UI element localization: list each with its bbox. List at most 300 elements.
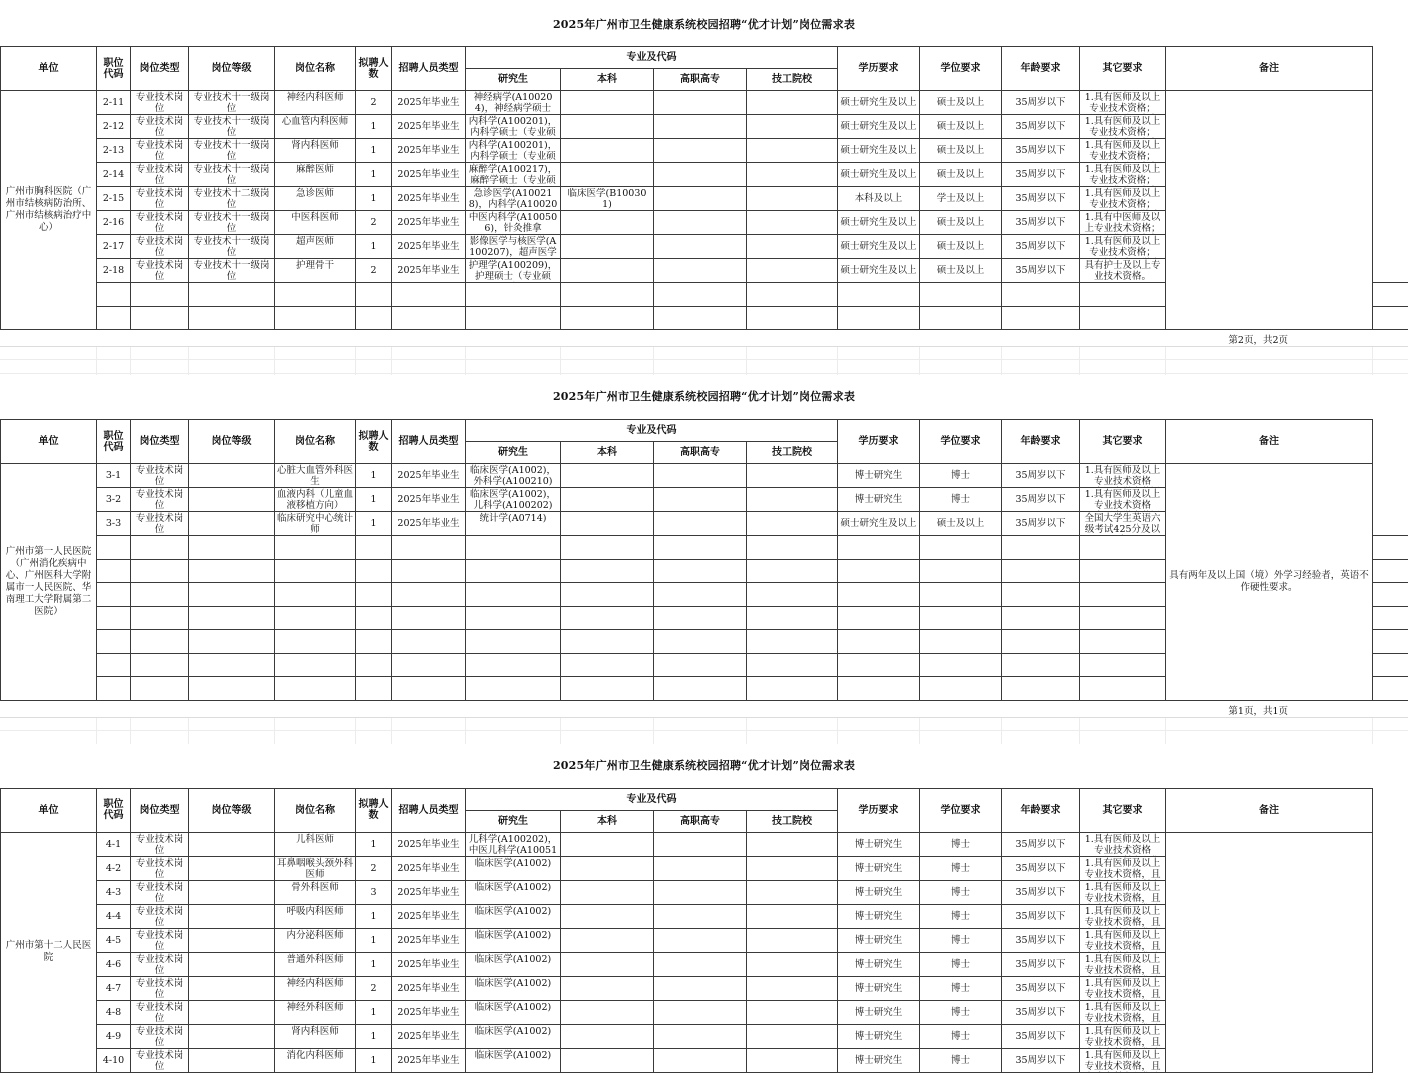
empty-cell[interactable] [561,306,654,330]
yjs-cell[interactable] [466,259,561,283]
unit-cell[interactable] [1,464,97,701]
type-cell[interactable] [131,464,189,488]
empty-cell[interactable] [356,559,392,583]
name-cell[interactable] [275,211,356,235]
deg-cell[interactable] [920,187,1002,211]
col-type-header[interactable]: 岗位类型 [131,788,189,832]
edu-cell[interactable] [838,488,920,512]
empty-cell[interactable] [920,653,1002,677]
col-count-header[interactable]: 拟聘人数 [356,47,392,91]
col-other-header[interactable]: 其它要求 [1080,47,1166,91]
level-cell[interactable] [189,139,275,163]
other-cell[interactable] [1080,1048,1166,1072]
type-cell[interactable] [131,1000,189,1024]
jg-cell[interactable] [747,211,838,235]
empty-cell[interactable] [392,306,466,330]
empty-cell[interactable] [920,677,1002,701]
empty-cell[interactable] [654,606,747,630]
ptype-cell[interactable] [392,1000,466,1024]
col-unit-header[interactable]: 单位 [1,420,97,464]
level-cell[interactable] [189,1048,275,1072]
empty-cell[interactable] [1080,283,1166,307]
deg-cell[interactable] [920,1000,1002,1024]
level-cell[interactable] [189,512,275,536]
deg-cell[interactable] [920,235,1002,259]
other-cell[interactable] [1080,856,1166,880]
col-level-header[interactable]: 岗位等级 [189,788,275,832]
count-cell[interactable] [356,259,392,283]
empty-cell[interactable] [97,306,131,330]
yjs-cell[interactable] [466,856,561,880]
jg-cell[interactable] [747,187,838,211]
empty-cell[interactable] [561,630,654,654]
col-edu-header[interactable]: 学历要求 [838,788,920,832]
edu-cell[interactable] [838,163,920,187]
col-count-header[interactable]: 拟聘人数 [356,788,392,832]
count-cell[interactable] [356,139,392,163]
jg-cell[interactable] [747,1000,838,1024]
gz-cell[interactable] [654,856,747,880]
gz-cell[interactable] [654,139,747,163]
deg-cell[interactable] [920,512,1002,536]
yjs-cell[interactable] [466,235,561,259]
count-cell[interactable] [356,235,392,259]
level-cell[interactable] [189,928,275,952]
level-cell[interactable] [189,464,275,488]
bk-cell[interactable] [561,856,654,880]
count-cell[interactable] [356,976,392,1000]
type-cell[interactable] [131,928,189,952]
yjs-cell[interactable] [466,115,561,139]
gz-cell[interactable] [654,512,747,536]
code-cell[interactable] [97,139,131,163]
empty-cell[interactable] [1002,306,1080,330]
col-yjs-header[interactable]: 研究生 [466,442,561,464]
type-cell[interactable] [131,512,189,536]
empty-cell[interactable] [189,606,275,630]
ptype-cell[interactable] [392,856,466,880]
count-cell[interactable] [356,1000,392,1024]
edu-cell[interactable] [838,187,920,211]
empty-cell[interactable] [392,283,466,307]
age-cell[interactable] [1002,1000,1080,1024]
edu-cell[interactable] [838,832,920,856]
empty-cell[interactable] [1373,653,1408,677]
type-cell[interactable] [131,187,189,211]
other-cell[interactable] [1080,235,1166,259]
empty-cell[interactable] [466,677,561,701]
ptype-cell[interactable] [392,187,466,211]
empty-cell[interactable] [189,283,275,307]
count-cell[interactable] [356,115,392,139]
type-cell[interactable] [131,115,189,139]
empty-cell[interactable] [1373,306,1408,330]
name-cell[interactable] [275,488,356,512]
empty-cell[interactable] [1080,677,1166,701]
empty-cell[interactable] [747,653,838,677]
count-cell[interactable] [356,187,392,211]
other-cell[interactable] [1080,976,1166,1000]
edu-cell[interactable] [838,1048,920,1072]
deg-cell[interactable] [920,856,1002,880]
empty-cell[interactable] [654,283,747,307]
level-cell[interactable] [189,211,275,235]
edu-cell[interactable] [838,91,920,115]
other-cell[interactable] [1080,259,1166,283]
empty-cell[interactable] [131,630,189,654]
remark-cell[interactable] [1166,832,1373,1072]
other-cell[interactable] [1080,163,1166,187]
code-cell[interactable] [97,928,131,952]
empty-cell[interactable] [131,283,189,307]
col-other-header[interactable]: 其它要求 [1080,420,1166,464]
empty-cell[interactable] [356,606,392,630]
other-cell[interactable] [1080,139,1166,163]
empty-cell[interactable] [654,677,747,701]
yjs-cell[interactable] [466,904,561,928]
ptype-cell[interactable] [392,512,466,536]
age-cell[interactable] [1002,91,1080,115]
name-cell[interactable] [275,928,356,952]
count-cell[interactable] [356,488,392,512]
empty-cell[interactable] [275,630,356,654]
ptype-cell[interactable] [392,952,466,976]
count-cell[interactable] [356,512,392,536]
type-cell[interactable] [131,880,189,904]
bk-cell[interactable] [561,115,654,139]
bk-cell[interactable] [561,832,654,856]
empty-cell[interactable] [466,536,561,560]
col-unit-header[interactable]: 单位 [1,47,97,91]
edu-cell[interactable] [838,1000,920,1024]
unit-cell[interactable] [1,832,97,1072]
level-cell[interactable] [189,976,275,1000]
yjs-cell[interactable] [466,880,561,904]
col-bk-header[interactable]: 本科 [561,442,654,464]
count-cell[interactable] [356,464,392,488]
empty-cell[interactable] [920,283,1002,307]
age-cell[interactable] [1002,187,1080,211]
col-gz-header[interactable]: 高职高专 [654,442,747,464]
jg-cell[interactable] [747,115,838,139]
jg-cell[interactable] [747,163,838,187]
jg-cell[interactable] [747,976,838,1000]
code-cell[interactable] [97,91,131,115]
level-cell[interactable] [189,187,275,211]
yjs-cell[interactable] [466,139,561,163]
type-cell[interactable] [131,259,189,283]
gz-cell[interactable] [654,488,747,512]
col-type-header[interactable]: 岗位类型 [131,420,189,464]
col-gz-header[interactable]: 高职高专 [654,810,747,832]
empty-cell[interactable] [654,583,747,607]
empty-cell[interactable] [561,536,654,560]
name-cell[interactable] [275,1048,356,1072]
deg-cell[interactable] [920,952,1002,976]
col-jg-header[interactable]: 技工院校 [747,442,838,464]
col-major-header[interactable]: 专业及代码 [466,47,838,69]
col-ptype-header[interactable]: 招聘人员类型 [392,788,466,832]
age-cell[interactable] [1002,512,1080,536]
jg-cell[interactable] [747,464,838,488]
empty-cell[interactable] [275,677,356,701]
type-cell[interactable] [131,211,189,235]
empty-cell[interactable] [747,536,838,560]
jg-cell[interactable] [747,904,838,928]
other-cell[interactable] [1080,464,1166,488]
ptype-cell[interactable] [392,163,466,187]
col-deg-header[interactable]: 学位要求 [920,47,1002,91]
col-age-header[interactable]: 年龄要求 [1002,47,1080,91]
empty-cell[interactable] [920,559,1002,583]
empty-cell[interactable] [97,583,131,607]
ptype-cell[interactable] [392,488,466,512]
other-cell[interactable] [1080,1000,1166,1024]
gz-cell[interactable] [654,187,747,211]
age-cell[interactable] [1002,211,1080,235]
name-cell[interactable] [275,1000,356,1024]
ptype-cell[interactable] [392,235,466,259]
code-cell[interactable] [97,976,131,1000]
age-cell[interactable] [1002,115,1080,139]
ptype-cell[interactable] [392,211,466,235]
empty-cell[interactable] [356,677,392,701]
edu-cell[interactable] [838,1024,920,1048]
bk-cell[interactable] [561,904,654,928]
bk-cell[interactable] [561,259,654,283]
empty-cell[interactable] [1002,677,1080,701]
yjs-cell[interactable] [466,163,561,187]
empty-cell[interactable] [838,536,920,560]
col-bk-header[interactable]: 本科 [561,810,654,832]
bk-cell[interactable] [561,488,654,512]
edu-cell[interactable] [838,904,920,928]
jg-cell[interactable] [747,488,838,512]
deg-cell[interactable] [920,1024,1002,1048]
name-cell[interactable] [275,856,356,880]
empty-cell[interactable] [356,630,392,654]
yjs-cell[interactable] [466,91,561,115]
col-name-header[interactable]: 岗位名称 [275,788,356,832]
deg-cell[interactable] [920,1048,1002,1072]
empty-cell[interactable] [392,653,466,677]
count-cell[interactable] [356,211,392,235]
age-cell[interactable] [1002,1024,1080,1048]
code-cell[interactable] [97,880,131,904]
empty-cell[interactable] [131,606,189,630]
col-code-header[interactable]: 职位代码 [97,788,131,832]
empty-cell[interactable] [275,283,356,307]
gz-cell[interactable] [654,235,747,259]
code-cell[interactable] [97,512,131,536]
age-cell[interactable] [1002,904,1080,928]
gz-cell[interactable] [654,115,747,139]
ptype-cell[interactable] [392,1024,466,1048]
deg-cell[interactable] [920,904,1002,928]
empty-cell[interactable] [654,559,747,583]
empty-cell[interactable] [466,653,561,677]
empty-cell[interactable] [1080,583,1166,607]
deg-cell[interactable] [920,464,1002,488]
jg-cell[interactable] [747,880,838,904]
empty-cell[interactable] [838,306,920,330]
gz-cell[interactable] [654,928,747,952]
age-cell[interactable] [1002,259,1080,283]
empty-cell[interactable] [1002,630,1080,654]
empty-cell[interactable] [1373,630,1408,654]
col-major-header[interactable]: 专业及代码 [466,788,838,810]
empty-cell[interactable] [1002,283,1080,307]
bk-cell[interactable] [561,91,654,115]
level-cell[interactable] [189,904,275,928]
bk-cell[interactable] [561,512,654,536]
edu-cell[interactable] [838,856,920,880]
unit-cell[interactable] [1,91,97,330]
code-cell[interactable] [97,211,131,235]
remark-cell[interactable] [1166,91,1373,330]
yjs-cell[interactable] [466,187,561,211]
other-cell[interactable] [1080,512,1166,536]
type-cell[interactable] [131,91,189,115]
col-edu-header[interactable]: 学历要求 [838,47,920,91]
empty-cell[interactable] [131,536,189,560]
empty-cell[interactable] [561,606,654,630]
bk-cell[interactable] [561,1024,654,1048]
jg-cell[interactable] [747,1024,838,1048]
empty-cell[interactable] [1002,559,1080,583]
empty-cell[interactable] [189,677,275,701]
col-count-header[interactable]: 拟聘人数 [356,420,392,464]
empty-cell[interactable] [131,653,189,677]
jg-cell[interactable] [747,832,838,856]
code-cell[interactable] [97,163,131,187]
empty-cell[interactable] [466,306,561,330]
gz-cell[interactable] [654,1048,747,1072]
col-type-header[interactable]: 岗位类型 [131,47,189,91]
empty-cell[interactable] [1373,559,1408,583]
col-level-header[interactable]: 岗位等级 [189,47,275,91]
deg-cell[interactable] [920,832,1002,856]
level-cell[interactable] [189,115,275,139]
level-cell[interactable] [189,163,275,187]
empty-cell[interactable] [1373,536,1408,560]
remark-cell[interactable] [1166,464,1373,701]
level-cell[interactable] [189,488,275,512]
ptype-cell[interactable] [392,928,466,952]
empty-cell[interactable] [392,606,466,630]
other-cell[interactable] [1080,211,1166,235]
level-cell[interactable] [189,832,275,856]
jg-cell[interactable] [747,928,838,952]
yjs-cell[interactable] [466,952,561,976]
type-cell[interactable] [131,163,189,187]
bk-cell[interactable] [561,952,654,976]
empty-cell[interactable] [1080,559,1166,583]
col-code-header[interactable]: 职位代码 [97,420,131,464]
ptype-cell[interactable] [392,832,466,856]
col-remark-header[interactable]: 备注 [1166,788,1373,832]
ptype-cell[interactable] [392,259,466,283]
empty-cell[interactable] [747,606,838,630]
yjs-cell[interactable] [466,976,561,1000]
type-cell[interactable] [131,139,189,163]
code-cell[interactable] [97,1000,131,1024]
col-gz-header[interactable]: 高职高专 [654,69,747,91]
edu-cell[interactable] [838,880,920,904]
empty-cell[interactable] [654,536,747,560]
gz-cell[interactable] [654,211,747,235]
empty-cell[interactable] [1080,653,1166,677]
name-cell[interactable] [275,91,356,115]
other-cell[interactable] [1080,187,1166,211]
ptype-cell[interactable] [392,904,466,928]
empty-cell[interactable] [561,283,654,307]
gz-cell[interactable] [654,976,747,1000]
empty-cell[interactable] [356,653,392,677]
age-cell[interactable] [1002,235,1080,259]
empty-cell[interactable] [275,536,356,560]
type-cell[interactable] [131,488,189,512]
col-ptype-header[interactable]: 招聘人员类型 [392,47,466,91]
empty-cell[interactable] [838,583,920,607]
jg-cell[interactable] [747,139,838,163]
age-cell[interactable] [1002,832,1080,856]
edu-cell[interactable] [838,211,920,235]
empty-cell[interactable] [189,583,275,607]
name-cell[interactable] [275,832,356,856]
bk-cell[interactable] [561,1000,654,1024]
name-cell[interactable] [275,904,356,928]
type-cell[interactable] [131,976,189,1000]
bk-cell[interactable] [561,464,654,488]
empty-cell[interactable] [1002,536,1080,560]
edu-cell[interactable] [838,115,920,139]
deg-cell[interactable] [920,163,1002,187]
gz-cell[interactable] [654,259,747,283]
empty-cell[interactable] [747,583,838,607]
count-cell[interactable] [356,856,392,880]
other-cell[interactable] [1080,928,1166,952]
code-cell[interactable] [97,904,131,928]
ptype-cell[interactable] [392,880,466,904]
name-cell[interactable] [275,952,356,976]
empty-cell[interactable] [275,606,356,630]
yjs-cell[interactable] [466,464,561,488]
type-cell[interactable] [131,235,189,259]
age-cell[interactable] [1002,880,1080,904]
empty-cell[interactable] [747,283,838,307]
empty-cell[interactable] [131,583,189,607]
name-cell[interactable] [275,187,356,211]
empty-cell[interactable] [356,536,392,560]
code-cell[interactable] [97,488,131,512]
empty-cell[interactable] [466,583,561,607]
gz-cell[interactable] [654,904,747,928]
empty-cell[interactable] [189,653,275,677]
col-remark-header[interactable]: 备注 [1166,47,1373,91]
col-age-header[interactable]: 年龄要求 [1002,788,1080,832]
name-cell[interactable] [275,1024,356,1048]
other-cell[interactable] [1080,952,1166,976]
level-cell[interactable] [189,952,275,976]
col-remark-header[interactable]: 备注 [1166,420,1373,464]
other-cell[interactable] [1080,488,1166,512]
col-jg-header[interactable]: 技工院校 [747,810,838,832]
name-cell[interactable] [275,115,356,139]
edu-cell[interactable] [838,976,920,1000]
gz-cell[interactable] [654,952,747,976]
empty-cell[interactable] [392,536,466,560]
